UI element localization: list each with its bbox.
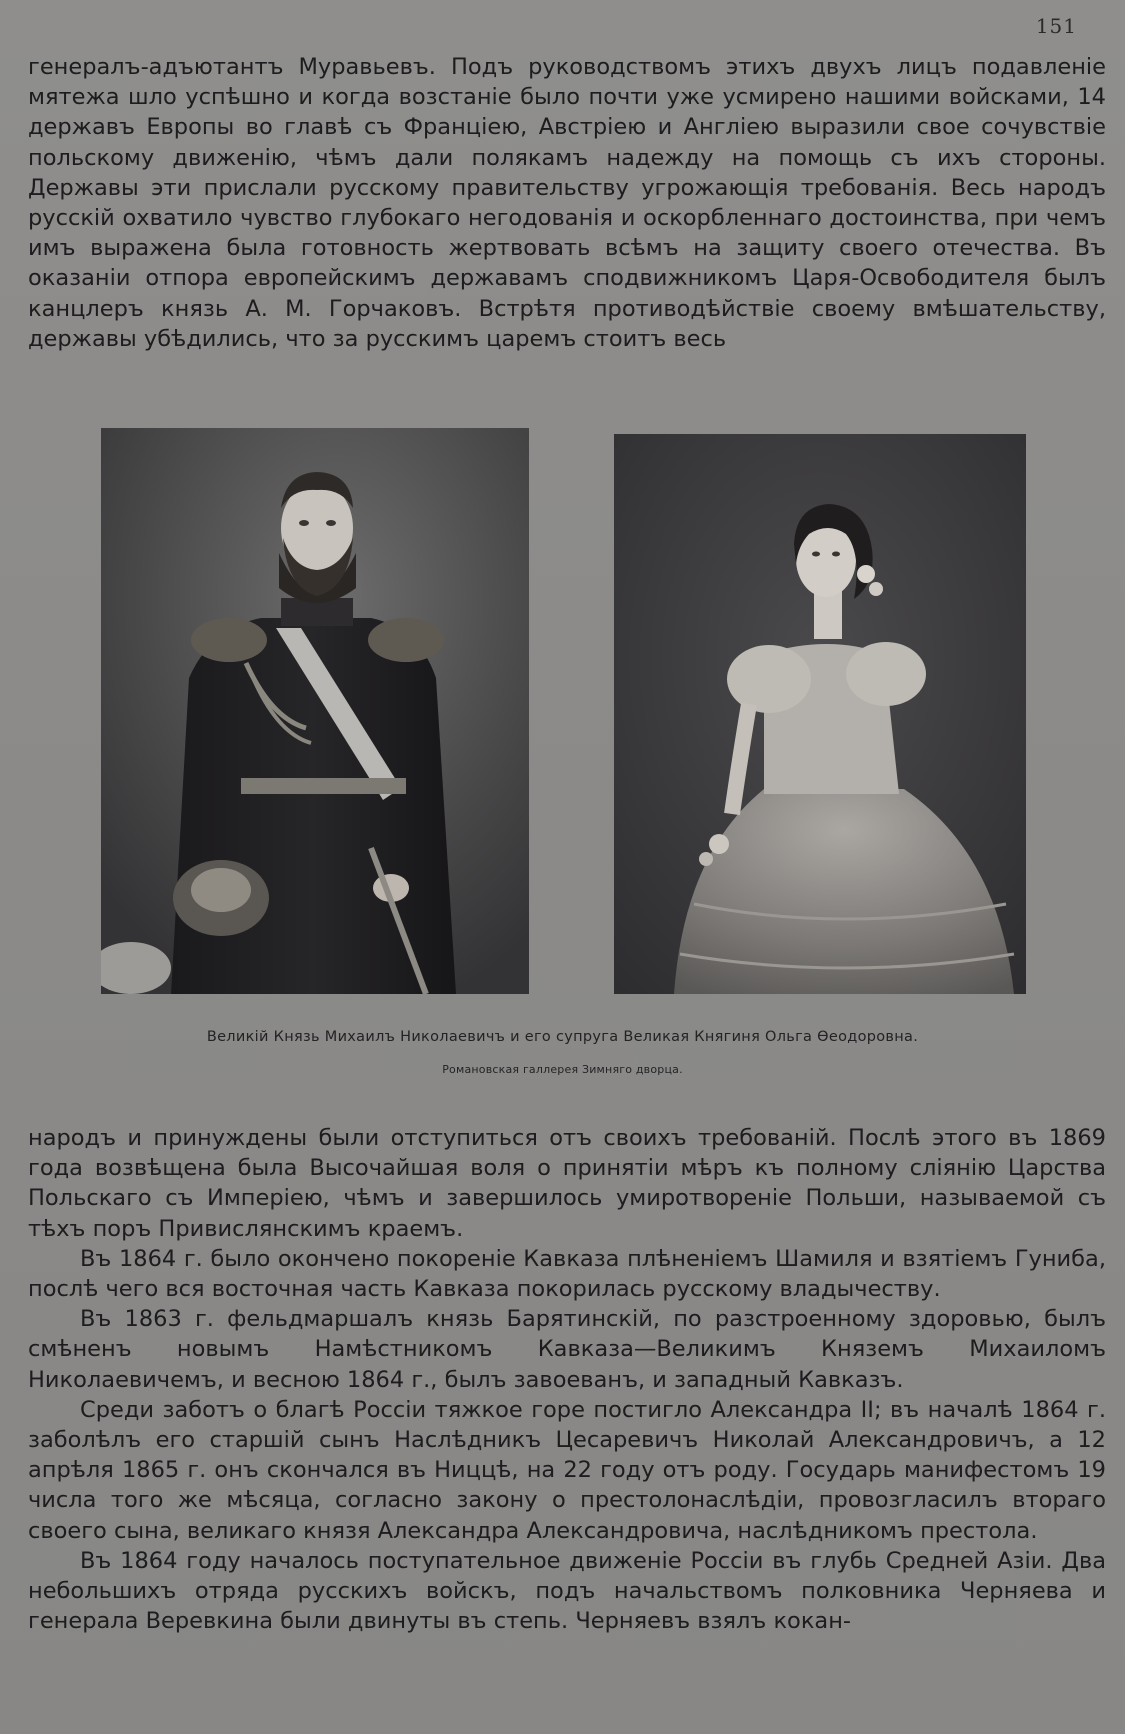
paragraph-2: Въ 1864 г. было окончено покореніе Кавказа плѣненіемъ Шамиля и взятіемъ Гуниба, послѣ чего вся восточная часть Кавказа покорилась русскому владычеству. bbox=[28, 1245, 1106, 1303]
paragraph-3: Въ 1863 г. фельдмаршалъ князь Барятинскій, по разстроенному здоровью, былъ смѣненъ новымъ Намѣстникомъ Кавказа—Великимъ Княземъ Михаиломъ Николаевичемъ, и весною 1864 г., былъ завоеванъ, и западный Кавказъ. bbox=[28, 1306, 1106, 1393]
figure-subcaption: Романовская галлерея Зимняго дворца. bbox=[442, 1063, 683, 1076]
paragraph-5: Въ 1864 году началось поступательное движеніе Россіи въ глубь Средней Азіи. Два небольшихъ отряда русскихъ войскъ, подъ начальствомъ полковника Черняева и генерала Веревкина были двинуты въ степь. Черняевъ взялъ кокан- bbox=[28, 1547, 1106, 1635]
paragraph-4: Среди заботъ о благѣ Россіи тяжкое горе постигло Александра II; въ началѣ 1864 г. заболѣлъ его старшій сынъ Наслѣдникъ Цесаревичъ Николай Александровичъ, а 12 апрѣля 1865 г. онъ скончался въ Ниццѣ, на 22 году отъ роду. Государь манифестомъ 19 числа того же мѣсяца, согласно закону о престолонаслѣдіи, провозгласилъ втораго своего сына, великаго князя Александра Александровича, наслѣдникомъ престола. bbox=[28, 1396, 1106, 1544]
portrait-grand-duchess-olga bbox=[614, 434, 1026, 994]
bottom-text-block bbox=[28, 1123, 1106, 1636]
figure-caption: Великій Князь Михаилъ Николаевичъ и его супруга Великая Княгиня Ольга Ѳеодоровна. bbox=[206, 1029, 919, 1045]
top-text-block bbox=[28, 52, 1106, 354]
top-paragraph: генералъ-адъютантъ Муравьевъ. Подъ руководствомъ этихъ двухъ лицъ подавленіе мятежа шло успѣшно и когда возстаніе было почти уже усмирено нашими войсками, 14 державъ Европы во главѣ съ Франціею, Австріею и Англіею выразили свое сочувствіе польскому движенію, чѣмъ дали полякамъ надежду на помощь съ ихъ стороны. Державы эти прислали русскому правительству угрожающія требованія. Весь народъ русскій охватило чувство глубокаго негодованія и оскорбленнаго достоинства, при чемъ имъ выражена была готовность жертвовать всѣмъ на защиту своего отечества. Въ оказаніи отпора европейскимъ державамъ сподвижникомъ Царя-Освободителя былъ канцлеръ князь А. М. Горчаковъ. Встрѣтя противодѣйствіе своему вмѣшательству, державы убѣдились, что за русскимъ царемъ стоитъ весь bbox=[28, 54, 1106, 352]
paragraph-1: народъ и принуждены были отступиться отъ своихъ требованій. Послѣ этого въ 1869 года возвѣщена была Высочайшая воля о принятіи мѣръ къ полному слiянiю Царства Польскаго съ Имперіею, чѣмъ и завершилось умиротвореніе Польши, называемой съ тѣхъ поръ Привислянскимъ краемъ. bbox=[28, 1125, 1106, 1242]
page-number: 151 bbox=[1035, 14, 1077, 38]
portrait-grand-duke-mikhail bbox=[101, 428, 529, 994]
